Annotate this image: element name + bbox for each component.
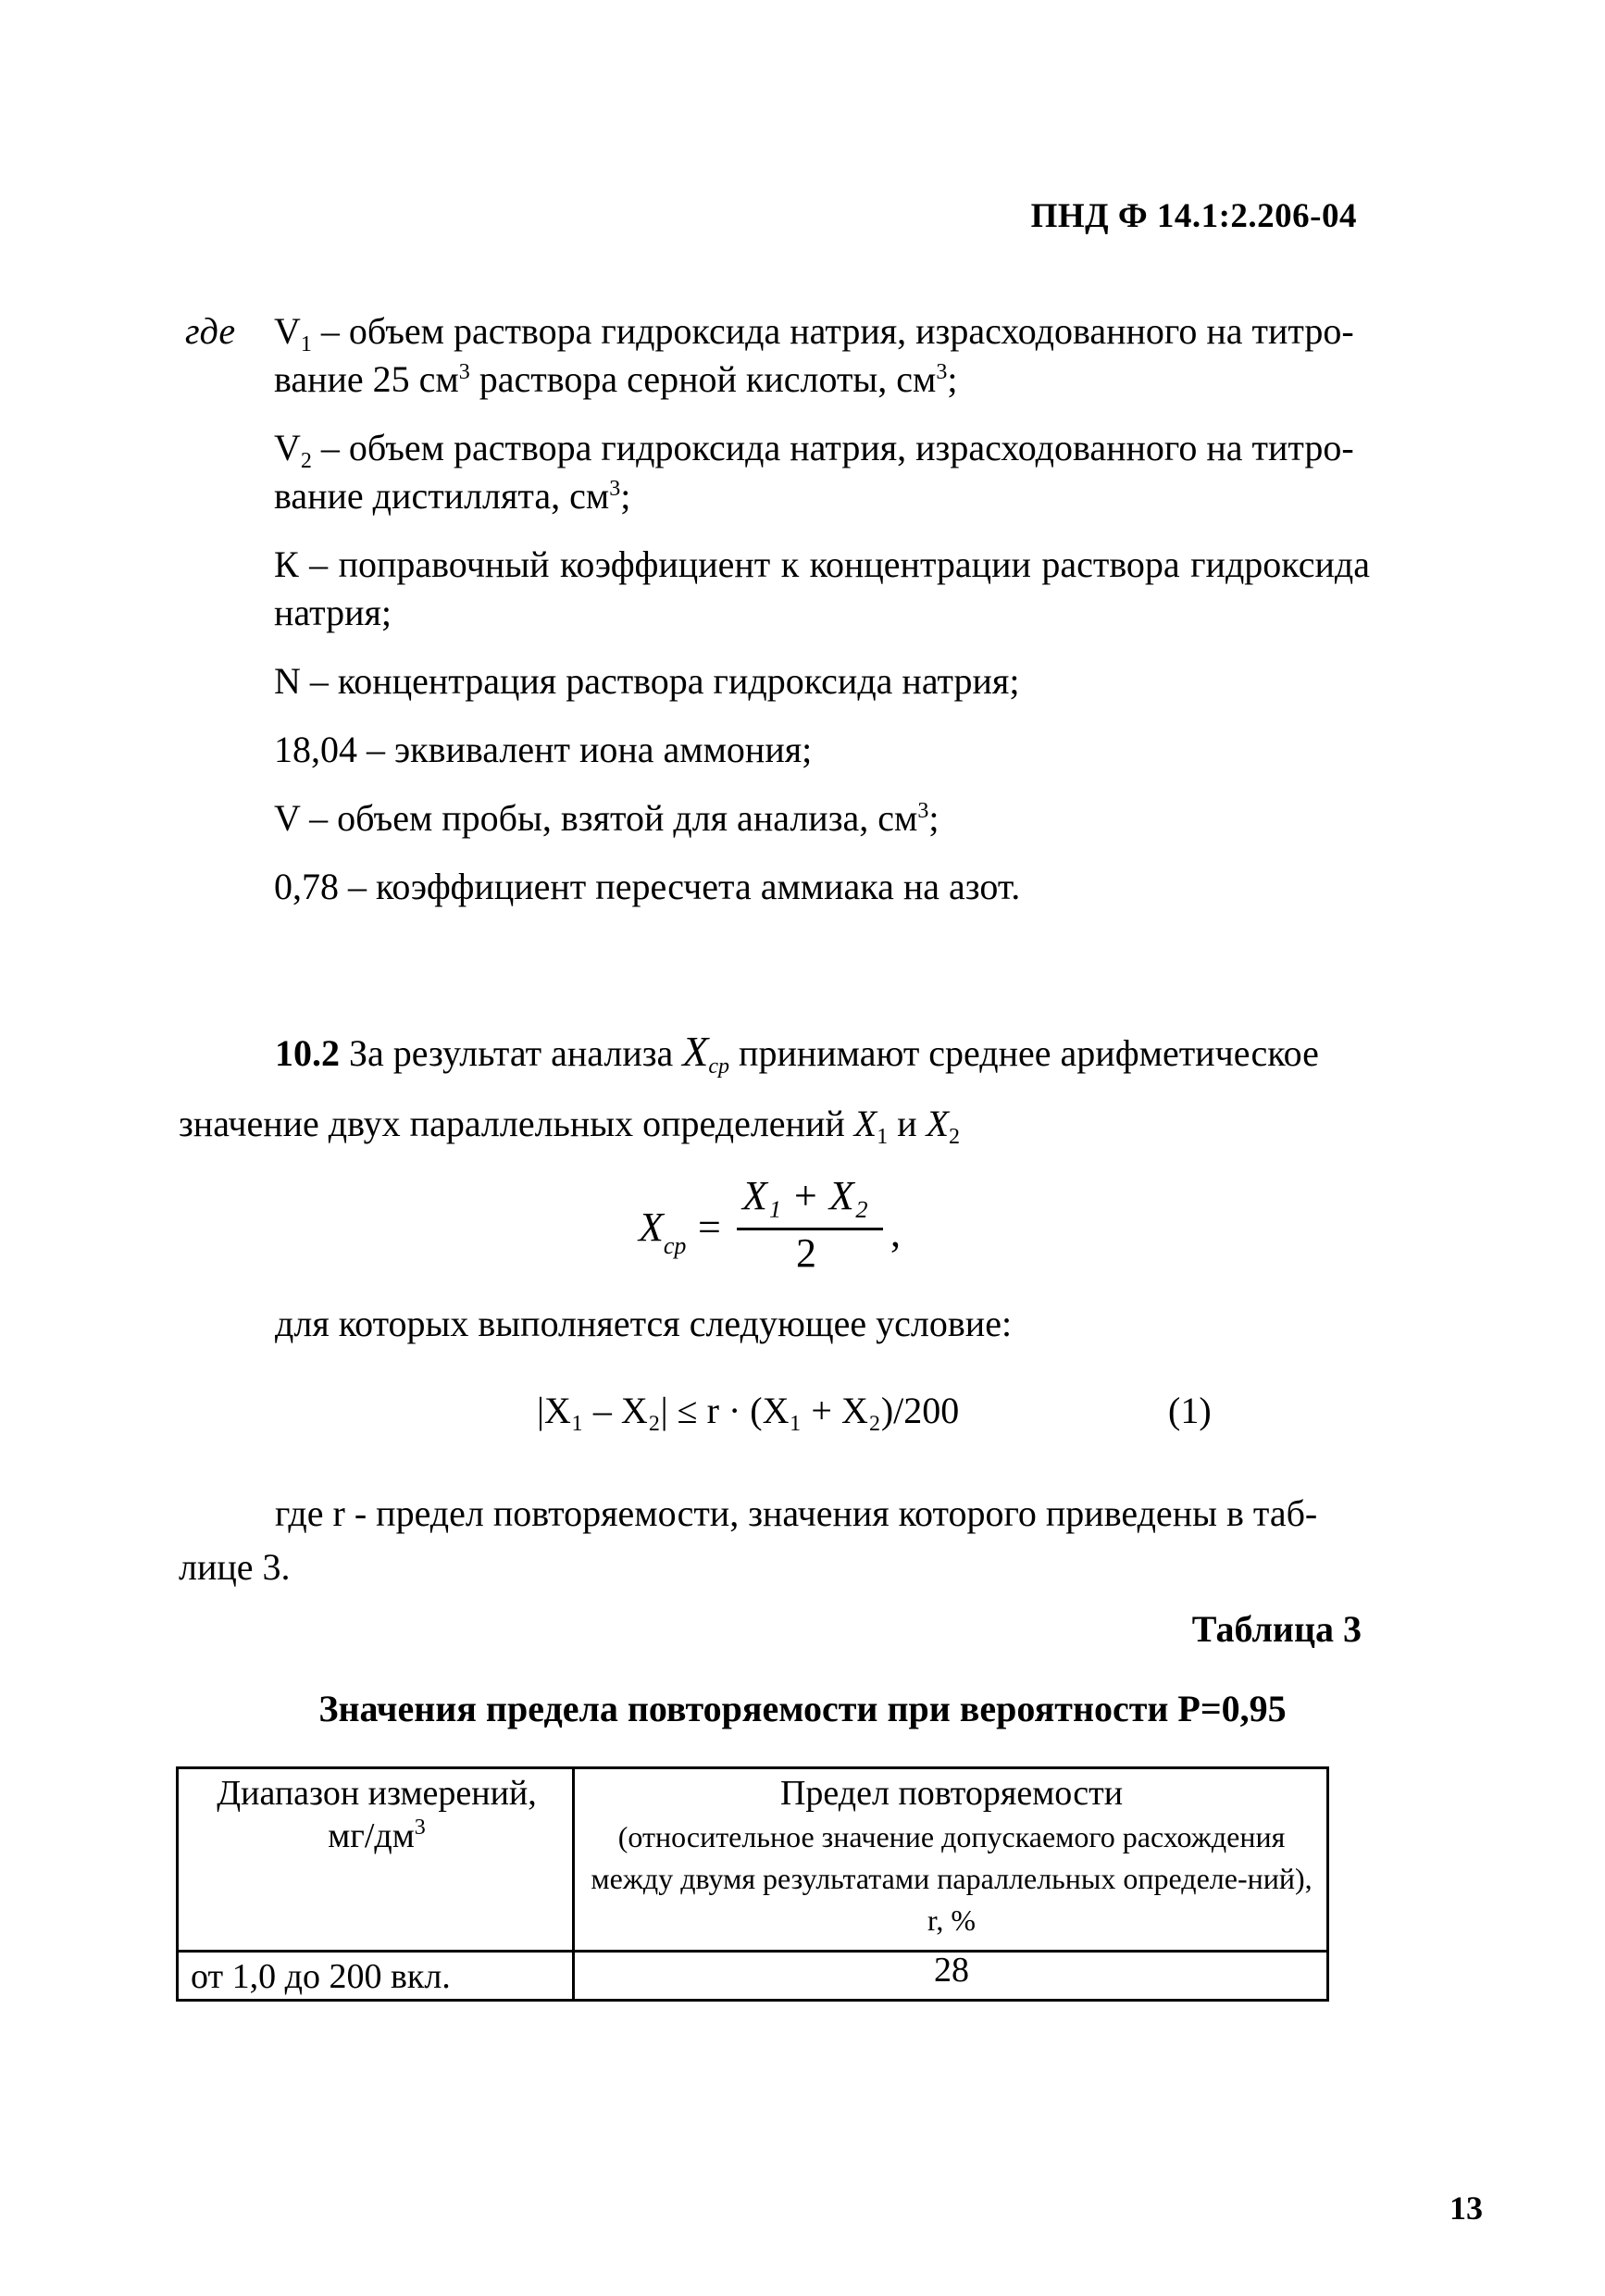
definition-v: V – объем пробы, взятой для анализа, $см^3$; bbox=[274, 797, 939, 839]
formula-1-number: (1) bbox=[1168, 1390, 1212, 1431]
table-cell-limit: 28 bbox=[934, 1951, 969, 1990]
definitions-block bbox=[185, 307, 1370, 931]
definitions-lead: где bbox=[185, 310, 236, 352]
table-title: Значения предела повторяемости при вероятности Р=0,95 bbox=[318, 1688, 1287, 1729]
section-10-2: 10.2 За результат анализа $X_{ср}$ принимают среднее арифметическое значение двух параллельных определений $X_1$ и $X_2$ bbox=[179, 1028, 1319, 1149]
table-cell-range: от 1,0 до 200 вкл. bbox=[191, 1957, 451, 1996]
definition-equivalent: 18,04 – эквивалент иона аммония; bbox=[274, 729, 813, 770]
table-header-limit: Предел повторяемости bbox=[779, 1774, 1124, 1813]
definition-k: К – поправочный коэффициент к концентрации раствора гидроксида натрия; bbox=[274, 543, 1370, 633]
definition-v1: $V_1$ – объем раствора гидроксида натрия, израсходованного на титро- вание 25 $см^3$ раствора серной кислоты, $см^3$; bbox=[274, 310, 1354, 400]
definition-n: N – концентрация раствора гидроксида натрия; bbox=[274, 660, 1020, 702]
formula-denominator: 2 bbox=[796, 1230, 816, 1276]
document-code: ПНД Ф 14.1:2.206-04 bbox=[1030, 197, 1357, 235]
condition-intro: для которых выполняется следующее условие: bbox=[275, 1303, 1013, 1344]
definition-v2: $V_2$ – объем раствора гидроксида натрия, израсходованного на титро- вание дистиллята, $см^3$; bbox=[274, 427, 1354, 517]
mean-formula: $X_{ср}$ = X₁ + X₂ 2 , bbox=[639, 1173, 901, 1276]
r-definition: где r - предел повторяемости, значения которого приведены в таб- лице 3. bbox=[179, 1492, 1318, 1588]
formula-numerator: X₁ + X₂ bbox=[742, 1173, 869, 1218]
table-column-divider bbox=[572, 1766, 575, 2002]
table-header-limit-note: (относительное значение допускаемого расхождения между двумя результатами параллельных определе-ний), r, % bbox=[591, 1820, 1313, 1937]
table-label: Таблица 3 bbox=[1191, 1608, 1362, 1650]
section-number: 10.2 bbox=[275, 1032, 340, 1074]
table-header-range: Диапазон измерений, $мг/дм^3$ bbox=[217, 1774, 537, 1855]
definition-coefficient: 0,78 – коэффициент пересчета аммиака на азот. bbox=[274, 866, 1021, 907]
page-number: 13 bbox=[1449, 2190, 1483, 2227]
formula-1: |X₁ – X₂| ≤ r · (X₁ + X₂)/200 bbox=[537, 1390, 960, 1431]
